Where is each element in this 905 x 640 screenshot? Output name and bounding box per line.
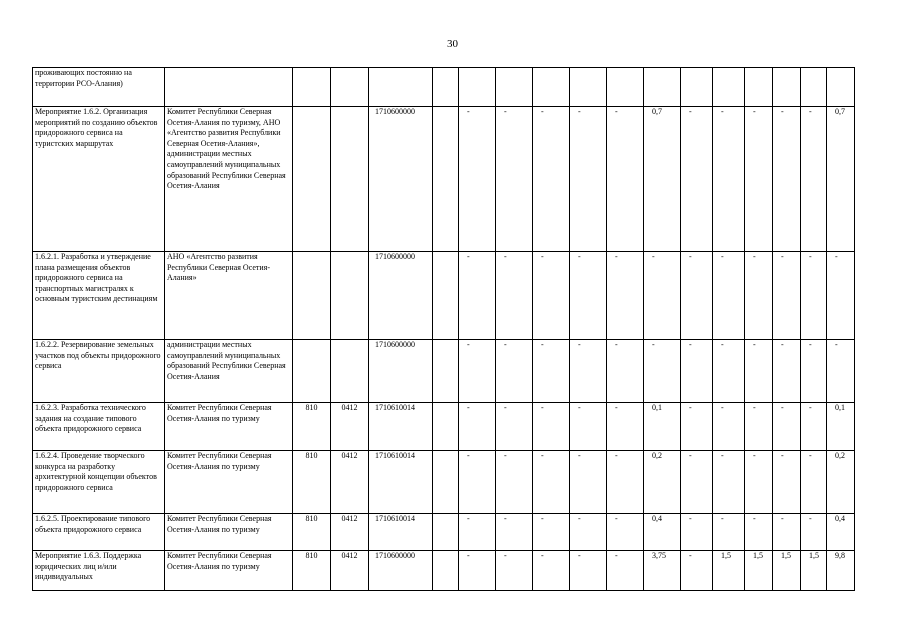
row-value-cell	[433, 340, 459, 403]
row-value-cell: -	[496, 107, 533, 252]
row-csr-cell	[369, 68, 433, 107]
row-value-cell: -	[496, 451, 533, 514]
row-value-cell: -	[644, 340, 681, 403]
row-executor-cell: Комитет Республики Северная Осетия-Алания по туризму	[165, 403, 293, 451]
row-rzpr-cell	[331, 107, 369, 252]
row-value-cell: -	[713, 340, 745, 403]
row-value-cell: -	[533, 252, 570, 340]
row-value-cell: -	[533, 107, 570, 252]
row-value-cell: 3,75	[644, 551, 681, 591]
row-value-cell: -	[459, 514, 496, 551]
row-name-cell: 1.6.2.2. Резервирование земельных участков под объекты придорожного сервиса	[33, 340, 165, 403]
row-value-cell	[433, 68, 459, 107]
row-value-cell: -	[681, 340, 713, 403]
row-value-cell: -	[533, 403, 570, 451]
row-value-cell: -	[570, 252, 607, 340]
row-value-cell: -	[773, 403, 801, 451]
row-name-cell: проживающих постоянно на территории РСО-Алания)	[33, 68, 165, 107]
row-value-cell: -	[745, 340, 773, 403]
row-name-cell: 1.6.2.3. Разработка технического задания на создание типового объекта придорожного сервиса	[33, 403, 165, 451]
row-rzpr-cell: 0412	[331, 403, 369, 451]
row-value-cell: -	[496, 252, 533, 340]
row-rzpr-cell	[331, 68, 369, 107]
row-name-cell: Мероприятие 1.6.2. Организация мероприятий по созданию объектов придорожного сервиса на туристских маршрутах	[33, 107, 165, 252]
row-value-cell: -	[773, 252, 801, 340]
row-value-cell: -	[496, 340, 533, 403]
row-name-cell: 1.6.2.5. Проектирование типового объекта придорожного сервиса	[33, 514, 165, 551]
row-value-cell: -	[607, 252, 644, 340]
row-value-cell	[433, 451, 459, 514]
row-value-cell: -	[533, 514, 570, 551]
row-value-cell: -	[713, 252, 745, 340]
row-value-cell	[681, 68, 713, 107]
row-value-cell: -	[570, 514, 607, 551]
row-grbs-cell	[293, 252, 331, 340]
row-value-cell: -	[570, 107, 607, 252]
row-csr-cell: 1710600000	[369, 252, 433, 340]
row-grbs-cell: 810	[293, 403, 331, 451]
row-value-cell: 0,7	[644, 107, 681, 252]
row-name-cell: Мероприятие 1.6.3. Поддержка юридических лиц и/или индивидуальных	[33, 551, 165, 591]
row-value-cell	[745, 68, 773, 107]
row-executor-cell: Комитет Республики Северная Осетия-Алания по туризму	[165, 514, 293, 551]
row-value-cell: -	[827, 340, 855, 403]
table-row	[33, 68, 855, 107]
row-value-cell: -	[801, 340, 827, 403]
row-value-cell	[713, 68, 745, 107]
row-value-cell: -	[459, 403, 496, 451]
row-value-cell: -	[496, 514, 533, 551]
row-value-cell: -	[681, 252, 713, 340]
row-value-cell: 1,5	[773, 551, 801, 591]
row-value-cell: -	[713, 451, 745, 514]
row-value-cell: -	[827, 252, 855, 340]
row-value-cell: 1,5	[801, 551, 827, 591]
row-value-cell: -	[607, 107, 644, 252]
table-row	[33, 403, 855, 451]
row-value-cell: -	[644, 252, 681, 340]
row-value-cell: -	[459, 340, 496, 403]
table-row	[33, 551, 855, 591]
row-value-cell: 0,1	[827, 403, 855, 451]
row-value-cell	[570, 68, 607, 107]
row-value-cell: -	[607, 403, 644, 451]
table-row	[33, 107, 855, 252]
row-value-cell: -	[713, 514, 745, 551]
row-name-cell: 1.6.2.1. Разработка и утверждение плана размещения объектов придорожного сервиса на транспортных магистралях к основным туристским дестинациям	[33, 252, 165, 340]
row-value-cell: -	[533, 451, 570, 514]
row-value-cell: -	[607, 340, 644, 403]
row-value-cell: -	[801, 403, 827, 451]
row-value-cell: -	[801, 107, 827, 252]
row-value-cell: -	[713, 107, 745, 252]
row-value-cell: -	[773, 451, 801, 514]
row-executor-cell: АНО «Агентство развития Республики Северная Осетия-Алания»	[165, 252, 293, 340]
row-rzpr-cell	[331, 252, 369, 340]
row-grbs-cell	[293, 68, 331, 107]
row-value-cell: -	[745, 107, 773, 252]
row-value-cell: -	[681, 551, 713, 591]
row-value-cell: -	[533, 551, 570, 591]
row-rzpr-cell: 0412	[331, 451, 369, 514]
row-value-cell: -	[773, 340, 801, 403]
row-value-cell: -	[773, 107, 801, 252]
row-value-cell: 1,5	[713, 551, 745, 591]
row-value-cell: -	[745, 514, 773, 551]
page-number: 30	[447, 38, 458, 50]
row-value-cell	[459, 68, 496, 107]
row-value-cell: -	[801, 252, 827, 340]
row-csr-cell: 1710600000	[369, 107, 433, 252]
row-value-cell: 1,5	[745, 551, 773, 591]
row-executor-cell: администрации местных самоуправлений муниципальных образований Республики Северная Осетия-Алания	[165, 340, 293, 403]
row-value-cell: -	[570, 340, 607, 403]
row-value-cell: 0,7	[827, 107, 855, 252]
row-csr-cell: 1710610014	[369, 514, 433, 551]
row-value-cell	[607, 68, 644, 107]
table-row	[33, 340, 855, 403]
row-value-cell: -	[607, 514, 644, 551]
row-value-cell: -	[607, 451, 644, 514]
row-value-cell: 0,1	[644, 403, 681, 451]
row-value-cell: -	[570, 403, 607, 451]
row-grbs-cell: 810	[293, 451, 331, 514]
row-value-cell: -	[713, 403, 745, 451]
row-value-cell	[496, 68, 533, 107]
row-value-cell: -	[801, 514, 827, 551]
row-value-cell: 0,2	[827, 451, 855, 514]
table-row	[33, 451, 855, 514]
row-value-cell: -	[459, 107, 496, 252]
row-rzpr-cell: 0412	[331, 551, 369, 591]
row-executor-cell: Комитет Республики Северная Осетия-Алания по туризму, АНО «Агентство развития Республики Северная Осетия-Алания», администрации местных самоуправлений муниципальных образований Республики Северная Осетия-Алания	[165, 107, 293, 252]
row-value-cell: -	[570, 451, 607, 514]
row-value-cell	[773, 68, 801, 107]
row-rzpr-cell	[331, 340, 369, 403]
row-value-cell: -	[745, 451, 773, 514]
row-value-cell	[433, 107, 459, 252]
row-value-cell: -	[681, 107, 713, 252]
row-grbs-cell: 810	[293, 514, 331, 551]
row-executor-cell: Комитет Республики Северная Осетия-Алания по туризму	[165, 551, 293, 591]
row-value-cell	[644, 68, 681, 107]
row-grbs-cell	[293, 107, 331, 252]
row-value-cell: -	[681, 451, 713, 514]
row-value-cell: -	[681, 514, 713, 551]
row-value-cell: 0,4	[644, 514, 681, 551]
row-value-cell: -	[459, 252, 496, 340]
row-value-cell: 0,2	[644, 451, 681, 514]
row-value-cell: -	[801, 451, 827, 514]
row-value-cell: -	[681, 403, 713, 451]
row-value-cell	[801, 68, 827, 107]
row-value-cell: 9,8	[827, 551, 855, 591]
row-value-cell: -	[533, 340, 570, 403]
row-value-cell: -	[607, 551, 644, 591]
table-row	[33, 252, 855, 340]
row-value-cell	[533, 68, 570, 107]
row-value-cell	[827, 68, 855, 107]
row-value-cell: -	[745, 403, 773, 451]
row-value-cell: -	[459, 451, 496, 514]
row-executor-cell	[165, 68, 293, 107]
row-value-cell: -	[496, 403, 533, 451]
row-value-cell: -	[745, 252, 773, 340]
row-executor-cell: Комитет Республики Северная Осетия-Алания по туризму	[165, 451, 293, 514]
row-csr-cell: 1710600000	[369, 340, 433, 403]
row-csr-cell: 1710610014	[369, 403, 433, 451]
row-name-cell: 1.6.2.4. Проведение творческого конкурса на разработку архитектурной концепции объектов придорожного сервиса	[33, 451, 165, 514]
row-grbs-cell: 810	[293, 551, 331, 591]
row-value-cell: -	[773, 514, 801, 551]
table-row	[33, 514, 855, 551]
row-value-cell	[433, 514, 459, 551]
budget-table	[32, 67, 855, 591]
row-csr-cell: 1710600000	[369, 551, 433, 591]
row-value-cell	[433, 551, 459, 591]
row-csr-cell: 1710610014	[369, 451, 433, 514]
row-value-cell: -	[496, 551, 533, 591]
row-value-cell: -	[459, 551, 496, 591]
row-grbs-cell	[293, 340, 331, 403]
row-value-cell	[433, 252, 459, 340]
row-value-cell: 0,4	[827, 514, 855, 551]
row-value-cell	[433, 403, 459, 451]
row-rzpr-cell: 0412	[331, 514, 369, 551]
row-value-cell: -	[570, 551, 607, 591]
